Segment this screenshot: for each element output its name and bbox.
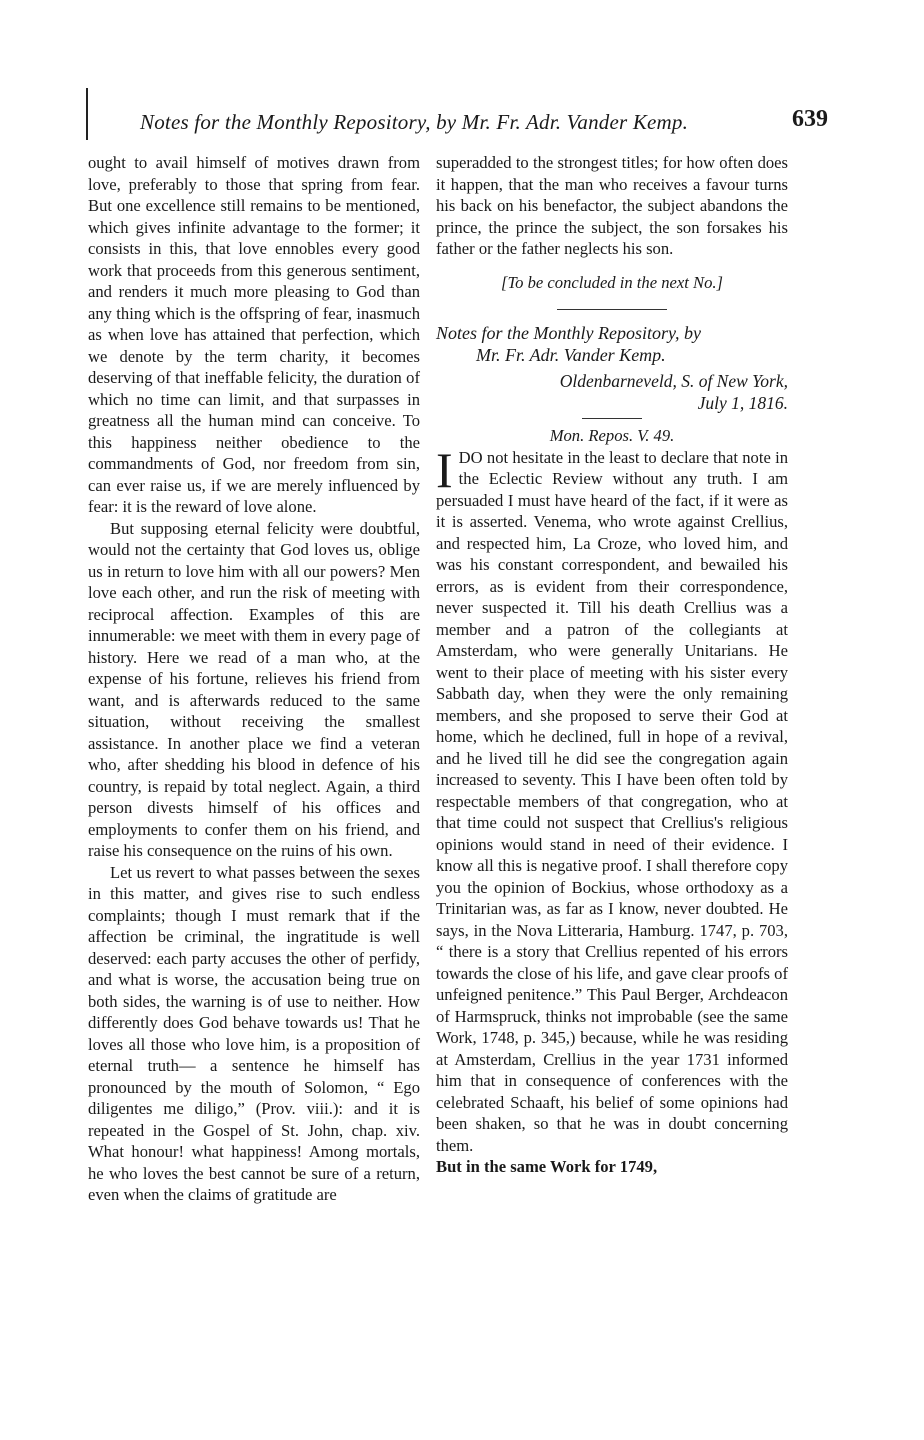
- drop-cap: I: [436, 441, 453, 498]
- left-paragraph-3: Let us revert to what passes between the sexes in this matter, and gives rise to such endless complaints; though I must remark that if the affection be criminal, the ingratitude is well deserved: each party accuses the other of perfidy, and what is worse, the accusation being true on both sides, the warning is of use to neither. How differently does God behave towards us! That he loves all those who love him, is a proposition of eternal truth— a sentence he himself has pronounced by the mouth of Solomon, “ Ego diligentes me diligo,” (Prov. viii.): and it is repeated in the Gospel of St. John, chap. xiv. What honour! what happiness! Among mortals, he who loves the best cannot be sure of a return, even when the claims of gratitude are: [88, 862, 420, 1204]
- page-number: 639: [792, 106, 828, 132]
- article-title-line-1: Notes for the Monthly Repository, by: [436, 323, 701, 343]
- right-column: [436, 152, 788, 1178]
- dateline-date: July 1, 1816.: [697, 393, 788, 413]
- dateline: [436, 370, 788, 414]
- right-paragraph-1: superadded to the strongest titles; for how often does it happen, that the man who receives a favour turns his back on his benefactor, the subject abandons the prince, the prince the subject, the son forsakes his father or the father neglects his son.: [436, 153, 788, 258]
- right-paragraph-2: [436, 441, 788, 1157]
- left-paragraph-2: But supposing eternal felicity were doubtful, would not the certainty that God loves us, oblige us in return to love him with all our powers? Men love each other, and run the risk of meeting with reciprocal affection. Examples of this are innumerable: we meet with them in every page of history. Here we read of a man who, at the expense of his fortune, relieves his friend from want, and is afterwards reduced to the same situation, without receiving the smallest assistance. In another place we find a veteran who, after shedding his blood in defence of his country, is repaid by total neglect. Again, a third person divests himself of his offices and employments to confer them on his friend, and raise his consequence on the ruins of his own.: [88, 518, 420, 860]
- article-title-line-2: Mr. Fr. Adr. Vander Kemp.: [476, 345, 666, 365]
- reference-line: Mon. Repos. V. 49.: [549, 426, 675, 445]
- right-paragraph-3: But in the same Work for 1749,: [436, 1157, 658, 1176]
- right-paragraph-2-text: DO not hesitate in the least to declare that note in the Eclectic Review without any truth. I am persuaded I must have heard of the fact, if it were as it is asserted. Venema, who wrote against Crellius, and respected him, La Croze, who loved him, and was his constant correspondent, and bewailed his errors, as is evident from their correspondence, never suspected it. Till his death Crellius was a member and a patron of the collegiants at Amsterdam, who were generally Unitarians. He went to their place of meeting with his sister every Sabbath day, when they were the only remaining members, and she proposed to serve their God at home, which he declined, full in hope of a revival, and he lived till he did see the congregation again increased to seventy. This I have been often told by respectable members of that congregation, who at that time could not suspect that Crellius's religious opinions would stand in need of their evidence. I know all this is negative proof. I shall therefore copy you the opinion of Bockius, whose orthodoxy as a Trinitarian was, as far as I know, never doubted. He says, in the Nova Litteraria, Hamburg. 1747, p. 703, “ there is a story that Crellius repented of his errors towards the close of his life, and gave clear proofs of unfeigned penitence.” This Paul Berger, Archdeacon of Harmspruck, thinks not improbable (see the same Work, 1748, p. 345,) because, while he was residing at Amsterdam, Crellius in the year 1731 informed him that in consequence of conferences with the celebrated Schaaft, his belief of some opinions had been shaken, so that he was in doubt concerning them.: [436, 447, 788, 1155]
- left-paragraph-1: ought to avail himself of motives drawn from love, preferably to those that spring from fear. But one excellence still remains to be mentioned, which gives infinite advantage to the former; it consists in this, that love ennobles every good work that proceeds from this generous sentiment, and renders it much more pleasing to God than any thing which is the offspring of fear, inasmuch as when love has attained that perfection, which we denote by the term charity, it becomes deserving of that ineffable felicity, the duration of which no time can limit, and that surpasses in greatness all the human mind can conceive. To this happiness neither obedience to the commandments of God, nor freedom from sin, can ever raise us, if we are merely influenced by fear: it is the reward of love alone.: [88, 153, 420, 516]
- section-divider: [557, 309, 667, 310]
- dateline-place: Oldenbarneveld, S. of New York,: [559, 371, 788, 391]
- margin-rule: [86, 88, 88, 140]
- article-title: [436, 322, 788, 366]
- left-column: [88, 152, 420, 1206]
- continued-note: [To be concluded in the next No.]: [501, 272, 723, 292]
- running-head: Notes for the Monthly Repository, by Mr. Fr. Adr. Vander Kemp.: [140, 110, 689, 134]
- small-divider: [582, 418, 642, 419]
